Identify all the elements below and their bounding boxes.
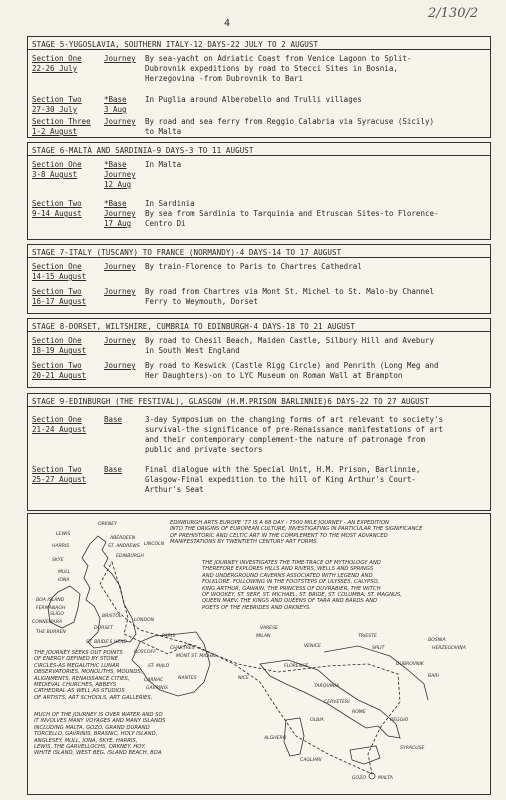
stage-box [27, 36, 491, 138]
section-dates: 14-15 August [32, 272, 87, 281]
journey-type: *Base [104, 160, 127, 169]
map-place-label: ST. MALO [148, 664, 170, 669]
map-place-label: MULL [58, 570, 71, 575]
section-dates: 18-19 August [32, 346, 87, 355]
journey-type: Journey [104, 117, 136, 126]
myth-line: FOLKLORE. FOLLOWING IN THE FOOTSTEPS OF ULYSSES, CALYPSO, [202, 579, 380, 586]
map-place-label: TRIESTE [358, 634, 377, 639]
stage-title: STAGE 6-MALTA AND SARDINIA-9 DAYS-3 TO 11 AUGUST [28, 143, 490, 156]
myth-line: THEREFORE EXPLORES HILLS AND RIVERS, WELLS AND SPRINGS [202, 566, 374, 573]
intro-line: MANIFESTATIONS BY TWENTIETH CENTURY ART FORMS. [170, 539, 319, 546]
myth-line: KING ARTHUR, GAWAIN, THE PRINCESS OF DUVRABIER, THE WITCH [202, 585, 381, 592]
water-line: LEWIS, THE GARVELLOCHS, ORKNEY, HOY, [34, 744, 146, 751]
description-line: By sea from Sardinia to Tarquinia and Etruscan Sites-to Florence- [145, 209, 439, 218]
description-line: By road to Keswick (Castle Rigg Circle) and Penrith (Long Meg and [145, 361, 439, 370]
map-place-label: CONNEMARA [32, 620, 63, 625]
section-label: Section One [32, 54, 82, 63]
section-label: Section Two [32, 95, 82, 104]
myth-line: AND UNDERGROUND CAVERNS ASSOCIATED WITH LEGEND AND [202, 572, 373, 579]
description-line: Final dialogue with the Special Unit, H.M. Prison, Barlinnie, [145, 465, 421, 474]
description-line: By sea-yacht on Adriatic Coast from Venice Lagoon to Split- [145, 54, 412, 63]
stage-title: STAGE 9-EDINBURGH (THE FESTIVAL), GLASGOW (H.M.PRISON BARLINNIE)6 DAYS-22 TO 27 AUGUST [28, 394, 490, 407]
map-place-label: DORSET [94, 626, 113, 631]
description-line: In Puglia around Alberobello and Trulli villages [145, 95, 362, 104]
journey-type: Journey [104, 262, 136, 271]
water-line: IT INVOLVES MANY VOYAGES AND MANY ISLANDS [34, 718, 166, 725]
description-line: survival-the significance of pre-Renaissance manifestations of art [145, 425, 444, 434]
journey-type: Journey [104, 361, 136, 370]
sicily-outline [350, 746, 380, 764]
journey-type: Journey [104, 336, 136, 345]
water-line: INCLUDING MALTA, GOZO, GRAND DURAND [34, 724, 150, 731]
water-line: MUCH OF THE JOURNEY IS OVER WATER AND SO [34, 712, 163, 718]
section-label: Section One [32, 336, 82, 345]
map-place-label: DUBROVNIK [396, 662, 424, 667]
journey-type: 3 Aug [104, 105, 127, 114]
description-line: Ferry to Weymouth, Dorset [145, 297, 258, 306]
map-place-label: CERVETERI [324, 700, 350, 705]
myth-line: THE JOURNEY INVESTIGATES THE TIME-TRACE OF MYTHOLOGY AND [202, 560, 381, 566]
energy-line: OF ENERGY DEFINED BY STONE [34, 656, 118, 663]
map-place-label: BRISTOL [102, 614, 122, 619]
map-water-text [34, 712, 224, 757]
sardinia-outline [284, 718, 304, 756]
section-dates: 21-24 August [32, 425, 87, 434]
journey-type: 12 Aug [104, 180, 132, 189]
map-place-label: TARQUINIA [314, 684, 339, 689]
map-place-label: ORKNEY [98, 522, 117, 527]
description-line: By train-Florence to Paris to Chartres Cathedral [145, 262, 362, 271]
map-place-label: BOSNIA [428, 638, 446, 643]
description-line: Herzegovina -from Dubrovnik to Bari [145, 74, 304, 83]
myth-line: OF WOOKEY, ST. SERF, ST. MICHAEL, ST. BRIDE, ST. COLUMBA, ST. MAGNUS, [202, 592, 402, 599]
map-place-label: HERZEGOVINA [432, 646, 466, 651]
journey-type: Journey [104, 170, 136, 179]
map-place-label: ROME [352, 710, 366, 715]
page-number: 4 [224, 18, 231, 29]
map-place-label: SYRACUSE [400, 746, 425, 751]
map-place-label: NICE [238, 676, 249, 681]
description-line: By road from Chartres via Mont St. Michel to St. Malo-by Channel [145, 287, 434, 296]
section-dates: 16-17 August [32, 297, 87, 306]
energy-line: OBSERVATORIES, MONOLITHS, MOUNDS, [34, 669, 143, 676]
map-place-label: FERMANAGH [36, 606, 66, 611]
description-line: Centro Di [145, 219, 186, 228]
map-energy-text [34, 650, 184, 701]
map-place-label: BARI [428, 674, 439, 679]
description-line: and their contemporary complement-the nature of patronage from [145, 435, 425, 444]
journey-type: *Base [104, 199, 127, 208]
myth-line: POETS OF THE HEBRIDES AND ORKNEYS. [202, 604, 312, 611]
adriatic-coast [324, 646, 428, 700]
map-place-label: CHARTRES [170, 646, 195, 651]
section-label: Section One [32, 160, 82, 169]
section-dates: 3-8 August [32, 170, 78, 179]
stage-box [27, 318, 491, 388]
stage-title: STAGE 7-ITALY (TUSCANY) TO FRANCE (NORMANDY)-4 DAYS-14 TO 17 AUGUST [28, 245, 490, 258]
map-place-label: LONDON [134, 618, 155, 623]
map-place-label: VENICE [304, 644, 321, 649]
map-place-label: ST. ANDREWS [108, 544, 140, 549]
map-place-label: OLBIA [310, 718, 324, 723]
intro-line: OF PREHISTORIC AND CELTIC ART IN THE COMPLEMENT TO THE MOST ADVANCED [170, 532, 388, 539]
journey-type: 17 Aug [104, 219, 132, 228]
map-place-label: ABERDEEN [110, 536, 136, 541]
map-place-label: FLORENCE [284, 664, 309, 669]
section-dates: 25-27 August [32, 475, 87, 484]
section-label: Section Two [32, 465, 82, 474]
map-place-label: EDINBURGH [116, 554, 144, 559]
map-place-label: PARIS [162, 634, 176, 639]
map-place-label: IONA [58, 578, 70, 583]
section-dates: 1-2 August [32, 127, 78, 136]
stage-title: STAGE 8-DORSET, WILTSHIRE, CUMBRIA TO EDINBURGH-4 DAYS-18 TO 21 AUGUST [28, 319, 490, 332]
map-place-label: HARRIS [52, 544, 70, 549]
energy-line: CIRCLES-AS MEGALITHIC LUNAR [34, 662, 120, 669]
description-line: Glasgow-Final expedition to the hill of King Arthur's Court- [145, 475, 416, 484]
description-line: 3-day Symposium on the changing forms of art relevant to society's [145, 415, 444, 424]
map-place-label: SLIGO [50, 612, 65, 617]
map-place-label: VARESE [260, 626, 278, 631]
map-intro-text [170, 520, 488, 546]
journey-type: Journey [104, 287, 136, 296]
section-label: Section Two [32, 287, 82, 296]
map-place-label: NANTES [178, 676, 197, 681]
journey-type: Base [104, 465, 123, 474]
map-place-label: ST. BRIDE'S HEAD [86, 640, 127, 645]
map-place-label: THE BURREN [36, 630, 66, 635]
description-line: Her Daughters)-on to LYC Museum on Roman Wall at Brampton [145, 371, 403, 380]
italy-outline [260, 660, 400, 738]
description-line: By road and sea ferry from Reggio Calabria via Syracuse (Sicily) [145, 117, 434, 126]
section-dates: 9-14 August [32, 209, 82, 218]
map-place-label: SKYE [52, 558, 64, 563]
energy-line: CATHEDRAL AS WELL AS STUDIOS [34, 688, 125, 695]
description-line: public and private sectors [145, 445, 263, 454]
stage-box [27, 393, 491, 511]
map-place-label: MALTA [378, 776, 393, 781]
section-label: Section Two [32, 361, 82, 370]
stage-box [27, 142, 491, 240]
stage-box [27, 244, 491, 314]
map-myth-text [202, 560, 488, 611]
description-line: By road to Chesil Beach, Maiden Castle, Silbury Hill and Avebury [145, 336, 434, 345]
section-dates: 27-30 July [32, 105, 78, 114]
map-place-label: LINCOLN [144, 542, 165, 547]
section-dates: 22-26 July [32, 64, 78, 73]
map-place-label: LEWIS [56, 532, 71, 537]
description-line: Dubrovnik expeditions by road to Stecci Sites in Bosnia, [145, 64, 398, 73]
map-place-label: MILAN [256, 634, 271, 639]
journey-type: Base [104, 415, 123, 424]
section-label: Section One [32, 262, 82, 271]
map-place-label: CARNAC [144, 678, 164, 683]
intro-line: INTO THE ORIGINS OF EUROPEAN CULTURE, INVESTIGATING IN PARTICULAR THE SIGNIFICANCE [170, 526, 423, 533]
description-line: Arthur's Seat [145, 485, 204, 494]
section-dates: 20-21 August [32, 371, 87, 380]
energy-line: ALIGNMENTS, RENAISSANCE CITIES, [34, 675, 130, 682]
journey-type: Journey [104, 209, 136, 218]
map-place-label: ALGHERO [264, 736, 287, 741]
myth-line: QUEEN MAEV, THE KINGS AND QUEENS OF TARA AND BARDS AND [202, 598, 378, 605]
map-place-label: GAVRINIS [146, 686, 168, 691]
handwritten-reference: 2/130/2 [428, 6, 479, 21]
description-line: In Sardinia [145, 199, 195, 208]
route-map [27, 513, 491, 795]
map-place-label: REGGIO [390, 718, 409, 723]
description-line: In Malta [145, 160, 182, 169]
water-line: ANGLESEY, MULL, IONA, SKYE, HARRIS, [34, 737, 138, 744]
journey-type: *Base [104, 95, 127, 104]
description-line: in South West England [145, 346, 240, 355]
map-place-label: CAGLIARI [300, 758, 322, 763]
energy-line: OF ARTISTS, ART SCHOOLS, ART GALLERIES. [34, 694, 153, 701]
map-place-label: BOA ISLAND [36, 598, 65, 603]
section-label: Section Three [32, 117, 91, 126]
map-place-label: ROSCOFF [134, 650, 156, 655]
description-line: to Malta [145, 127, 182, 136]
section-label: Section Two [32, 199, 82, 208]
stage-title: STAGE 5-YUGOSLAVIA, SOUTHERN ITALY-12 DAYS-22 JULY TO 2 AUGUST [28, 37, 490, 50]
journey-type: Journey [104, 54, 136, 63]
intro-line: EDINBURGH ARTS EUROPE '77 IS A 68 DAY - 7500 MILE JOURNEY - AN EXPEDITION [170, 520, 389, 526]
map-place-label: SPLIT [372, 646, 385, 651]
map-place-label: GOZO [352, 776, 366, 781]
water-line: TORCELLO, GAVRINIS, BRASNIC, HOLY ISLAND, [34, 731, 158, 738]
section-label: Section One [32, 415, 82, 424]
water-line: WHITE ISLAND, WEST BEG, ISLAND BEACH, BOA [34, 750, 162, 757]
map-place-label: MONT ST. MICHEL [176, 654, 217, 659]
energy-line: MEDIEVAL CHURCHES, ABBEYS [34, 682, 117, 689]
energy-line: THE JOURNEY SEEKS OUT POINTS [34, 650, 123, 656]
